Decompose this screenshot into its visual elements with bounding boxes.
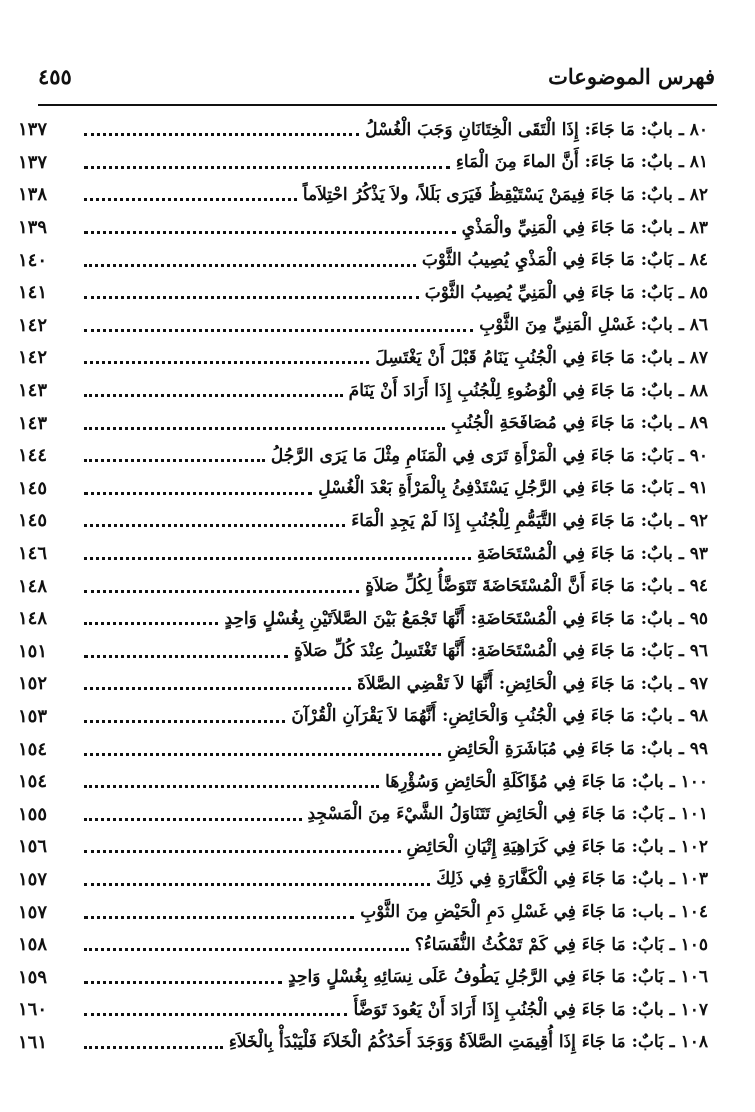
toc-entry xyxy=(18,342,708,375)
toc-entry-page: ١٣٧ xyxy=(18,119,48,141)
toc-entry-title: ٩٥ ـ بابٌ: مَا جَاءَ فِي الْمُسْتَحَاضَةِ: أَنَّهَا تَجْمَعُ بَيْنَ الصَّلاَتَيْنِ بِغُسْلٍ وَاحِدٍ xyxy=(224,608,708,629)
dot-leader xyxy=(84,132,359,136)
toc-entry-page: ١٥٤ xyxy=(18,771,48,793)
toc-entry-page: ١٥٧ xyxy=(18,901,48,923)
toc-entry xyxy=(18,277,708,310)
toc-entry-title: ٩٣ ـ بابٌ: مَا جَاءَ فِي الْمُسْتَحَاضَةِ xyxy=(477,543,708,564)
dot-leader xyxy=(84,882,430,886)
toc-entry xyxy=(18,636,708,669)
dot-leader xyxy=(84,915,354,919)
toc-entry xyxy=(18,538,708,571)
toc-entry-page: ١٣٩ xyxy=(18,217,48,239)
dot-leader xyxy=(84,752,441,756)
toc-entry-page: ١٥٦ xyxy=(18,836,48,858)
running-title: فهرس الموضوعات xyxy=(548,64,715,89)
page-number: ٤٥٥ xyxy=(38,64,72,89)
toc-entry-title: ١٠٣ ـ بابٌ: مَا جَاءَ فِي الْكَفَّارَةِ فِي ذَلِكَ xyxy=(436,869,708,890)
toc-entry-page: ١٤٣ xyxy=(18,380,48,402)
toc-entry-title: ٩٦ ـ بَابٌ: مَا جَاءَ فِي الْمُسْتَحَاضَةِ: أَنَّهَا تَغْتَسِلُ عِنْدَ كُلِّ صَلاَةٍ xyxy=(293,641,708,662)
toc-entry-page: ١٣٧ xyxy=(18,151,48,173)
toc-entry xyxy=(18,994,708,1027)
toc-entry xyxy=(18,375,708,408)
toc-entry xyxy=(18,701,708,734)
toc-entry xyxy=(18,505,708,538)
toc-entry xyxy=(18,473,708,506)
toc-entry xyxy=(18,147,708,180)
toc-entry-title: ٨٩ ـ بابٌ: مَا جَاءَ فِي مُصَافَحَةِ الْجُنُبِ xyxy=(450,413,708,434)
toc-entry xyxy=(18,310,708,343)
dot-leader xyxy=(84,817,302,821)
toc-entry-page: ١٤٨ xyxy=(18,575,48,597)
toc-entry-page: ١٣٨ xyxy=(18,184,48,206)
toc-entry-title: ٩٧ ـ بابٌ: مَا جَاءَ فِي الْحَائِضِ: أَنَّهَا لاَ تَقْضِي الصَّلاَةَ xyxy=(357,673,708,694)
toc-entry xyxy=(18,961,708,994)
dot-leader xyxy=(84,654,288,658)
toc-entry-page: ١٤٢ xyxy=(18,347,48,369)
dot-leader xyxy=(84,393,343,397)
toc-entry xyxy=(18,114,708,147)
toc-entry-title: ١٠٢ ـ بابٌ: مَا جَاءَ فِي كَرَاهِيَةِ إِتْيَانِ الْحَائِضِ xyxy=(406,836,708,857)
toc-entry-page: ١٥٧ xyxy=(18,868,48,890)
toc-entry-page: ١٥٩ xyxy=(18,966,48,988)
header-rule xyxy=(38,104,717,106)
toc-entry xyxy=(18,733,708,766)
toc-entry-title: ١٠٧ ـ بابٌ: مَا جَاءَ فِي الْجُنُبِ إِذَا أَرَادَ أَنْ يَعُودَ تَوَضَّأَ xyxy=(353,999,708,1020)
toc-entry-page: ١٤٠ xyxy=(18,249,48,271)
toc-entry-title: ٩٨ ـ بابٌ: مَا جَاءَ فِي الْجُنُبِ وَالْحَائِضِ: أَنَّهُمَا لاَ يَقْرَآنِ الْقُرْآنَ xyxy=(291,706,708,727)
page-header xyxy=(38,60,715,96)
dot-leader xyxy=(84,263,416,267)
dot-leader xyxy=(84,686,351,690)
dot-leader xyxy=(84,458,265,462)
dot-leader xyxy=(84,360,369,364)
dot-leader xyxy=(84,849,401,853)
toc-entry xyxy=(18,766,708,799)
toc-entry xyxy=(18,864,708,897)
toc-entry-title: ٩٩ ـ بابٌ: مَا جَاءَ فِي مُبَاشَرَةِ الْحَائِضِ xyxy=(447,739,708,760)
dot-leader xyxy=(84,523,345,527)
toc-entry-title: ٨٨ ـ بابٌ: مَا جَاءَ فِي الْوُضُوءِ لِلْجُنُبِ إِذَا أَرَادَ أَنْ يَنَامَ xyxy=(348,380,708,401)
toc-entry-title: ١٠٥ ـ بَابٌ: مَا جَاءَ فِي كَمْ تَمْكُثُ النُّفَسَاءُ؟ xyxy=(414,934,708,955)
toc-entry xyxy=(18,244,708,277)
toc-entry xyxy=(18,668,708,701)
toc-entry-title: ٨٦ ـ بابٌ: غَسْلِ الْمَنِيِّ مِنَ الثَّوْبِ xyxy=(479,315,708,336)
dot-leader xyxy=(84,784,379,788)
toc-entry xyxy=(18,603,708,636)
toc-entry-page: ١٤٤ xyxy=(18,445,48,467)
dot-leader xyxy=(84,165,450,169)
toc-entry xyxy=(18,407,708,440)
toc-entry xyxy=(18,212,708,245)
toc-entry xyxy=(18,179,708,212)
dot-leader xyxy=(84,1012,347,1016)
toc-entry xyxy=(18,440,708,473)
toc-entry-title: ٨٧ ـ بابٌ: مَا جَاءَ فِي الْجُنُبِ يَنَامُ قَبْلَ أَنْ يَغْتَسِلَ xyxy=(375,347,708,368)
dot-leader xyxy=(84,426,445,430)
dot-leader xyxy=(84,230,456,234)
toc-entry-title: ٨٥ ـ بَابٌ: مَا جَاءَ فِي الْمَنِيِّ يُصِيبُ الثَّوْبَ xyxy=(424,282,708,303)
toc-entry xyxy=(18,831,708,864)
dot-leader xyxy=(84,947,409,951)
toc-entry-page: ١٥٤ xyxy=(18,738,48,760)
toc-entry-title: ٩٠ ـ بَابٌ: مَا جَاءَ فِي الْمَرْأَةِ تَرَى فِي الْمَنَامِ مِثْلَ مَا يَرَى الرَّجُلُ xyxy=(270,445,708,466)
dot-leader xyxy=(84,621,218,625)
toc-entry-page: ١٤١ xyxy=(18,282,48,304)
table-of-contents xyxy=(18,114,708,1059)
toc-entry xyxy=(18,570,708,603)
dot-leader xyxy=(84,491,312,495)
toc-entry-page: ١٤٣ xyxy=(18,412,48,434)
toc-entry-page: ١٥٨ xyxy=(18,934,48,956)
toc-entry-page: ١٥١ xyxy=(18,640,48,662)
toc-entry-title: ٨٠ ـ بابٌ: مَا جَاءَ: إِذَا الْتَقَى الْخِتَانَانِ وَجَبَ الْغُسْلُ xyxy=(365,119,708,140)
toc-entry-page: ١٦٠ xyxy=(18,999,48,1021)
dot-leader xyxy=(84,197,297,201)
dot-leader xyxy=(84,295,419,299)
toc-entry-title: ٨٤ ـ بَابٌ: مَا جَاءَ فِي الْمَذْيِ يُصِيبُ الثَّوْبَ xyxy=(421,250,708,271)
toc-entry xyxy=(18,798,708,831)
toc-entry-title: ١٠٠ ـ بابٌ: مَا جَاءَ فِي مُؤَاكَلَةِ الْحَائِضِ وَسُؤْرِهَا xyxy=(385,771,708,792)
toc-entry-title: ١٠٨ ـ بَابٌ: مَا جَاءَ إِذَا أُقِيمَتِ الصَّلاَةُ وَوَجَدَ أَحَدُكُمُ الْخَلاَءَ فَلْيَبْدَأْ بِالْخَلاَءِ xyxy=(228,1032,708,1053)
toc-entry-title: ٩٤ ـ بابٌ: مَا جَاءَ أَنَّ الْمُسْتَحَاضَةَ تَتَوَضَّأُ لِكُلِّ صَلاَةٍ xyxy=(365,576,708,597)
toc-entry-page: ١٤٥ xyxy=(18,477,48,499)
toc-entry xyxy=(18,896,708,929)
toc-entry-title: ٨٢ ـ بابٌ: مَا جَاءَ فِيمَنْ يَسْتَيْقِظُ فَيَرَى بَلَلاً، ولاَ يَذْكُرُ احْتِلاَماً xyxy=(302,184,708,205)
dot-leader xyxy=(84,328,473,332)
toc-entry xyxy=(18,929,708,962)
toc-entry-page: ١٤٦ xyxy=(18,543,48,565)
toc-entry-page: ١٤٢ xyxy=(18,314,48,336)
toc-entry-page: ١٦١ xyxy=(18,1031,48,1053)
dot-leader xyxy=(84,556,471,560)
toc-entry-title: ١٠٦ ـ بَابٌ: مَا جَاءَ فِي الرَّجُلِ يَطُوفُ عَلَى نِسَائِهِ بِغُسْلٍ وَاحِدٍ xyxy=(288,967,708,988)
toc-entry-title: ٨٣ ـ بابٌ: مَا جَاءَ فِي الْمَنِيِّ والْمَذْيِ xyxy=(461,217,708,238)
dot-leader xyxy=(84,589,359,593)
toc-entry-page: ١٤٨ xyxy=(18,608,48,630)
toc-entry-title: ٨١ ـ بابٌ: مَا جَاءَ: أَنَّ الماءَ مِنَ الْمَاءِ xyxy=(455,152,708,173)
toc-entry-page: ١٥٣ xyxy=(18,705,48,727)
toc-entry-page: ١٥٢ xyxy=(18,673,48,695)
toc-entry-page: ١٥٥ xyxy=(18,803,48,825)
toc-entry-title: ١٠١ ـ بَابٌ: مَا جَاءَ فِي الْحَائِضِ تَتَنَاوَلُ الشَّيْءَ مِنَ الْمَسْجِدِ xyxy=(307,804,708,825)
toc-entry-title: ٩١ ـ بَابٌ: مَا جَاءَ فِي الرَّجُلِ يَسْتَدْفِئُ بِالْمَرْأَةِ بَعْدَ الْغُسْلِ xyxy=(318,478,708,499)
toc-entry xyxy=(18,1027,708,1060)
toc-entry-title: ١٠٤ ـ باب: مَا جَاءَ فِي غَسْلِ دَمِ الْحَيْضِ مِنَ الثَّوْبِ xyxy=(360,902,708,923)
dot-leader xyxy=(84,719,285,723)
toc-entry-title: ٩٢ ـ بابٌ: مَا جَاءَ فِي التَّيَمُّمِ لِلْجُنُبِ إِذَا لَمْ يَجِدِ الْمَاءَ xyxy=(351,510,708,531)
dot-leader xyxy=(84,980,282,984)
toc-entry-page: ١٤٥ xyxy=(18,510,48,532)
dot-leader xyxy=(84,1045,223,1049)
